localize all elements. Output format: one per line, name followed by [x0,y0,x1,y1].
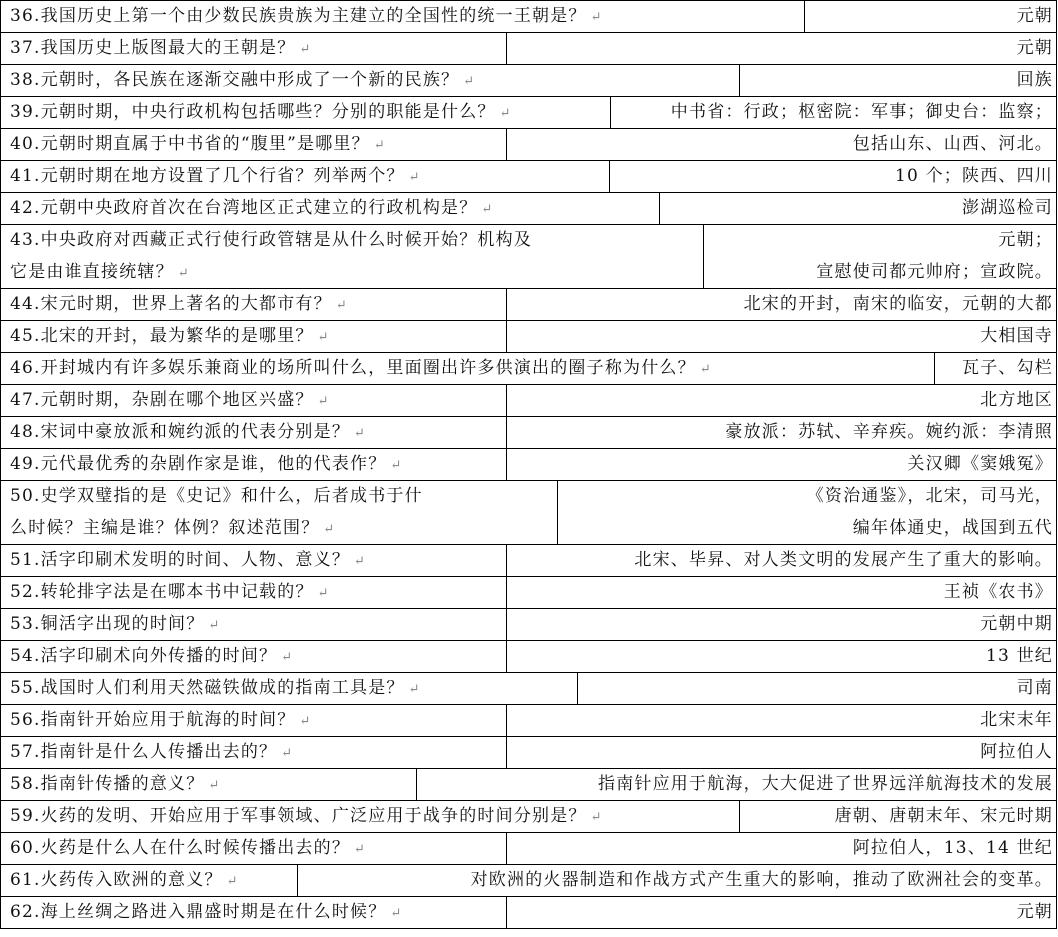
answer-cell [506,321,1056,352]
answer-text: 豪放派：苏轼、辛弃疾。婉约派：李清照 [725,422,1053,442]
answer-cell [506,385,1056,416]
return-mark-icon: ↵ [390,458,402,473]
question-line [10,673,577,704]
answer-cell [934,353,1056,384]
question-line [10,353,934,384]
question-line [10,609,506,640]
answer-cell [506,641,1056,672]
return-mark-icon: ↵ [281,746,293,761]
answer-text: 唐朝、唐朝末年、宋元时期 [834,806,1053,826]
question-text: 61.火药传入欧洲的意义？ [10,870,223,890]
question-text: 62.海上丝绸之路进入鼎盛时期是在什么时候？ [10,902,387,922]
question-cell [1,897,506,928]
return-mark-icon: ↵ [463,74,475,89]
question-text: 51.活字印刷术发明的时间、人物、意义？ [10,550,351,570]
answer-text: 大相国寺 [980,326,1053,346]
question-text: 37.我国历史上版图最大的王朝是？ [10,38,296,58]
answer-text: 元朝中期 [980,614,1053,634]
answer-text: 包括山东、山西、河北。 [852,134,1053,154]
return-mark-icon: ↵ [323,522,335,537]
table-row [0,640,1057,672]
question-line [10,97,610,128]
answer-text: 元朝 [1016,902,1053,922]
answer-text: 元朝 [1016,6,1053,26]
question-line [10,705,506,736]
table-row [0,288,1057,320]
question-text: 56.指南针开始应用于航海的时间？ [10,710,296,730]
return-mark-icon: ↵ [299,42,311,57]
table-row [0,448,1057,480]
question-line [10,193,659,224]
table-row [0,192,1057,224]
answer-text: 元朝； [998,230,1053,250]
answer-cell [506,705,1056,736]
question-line [10,417,506,448]
question-text: 47.元朝时期，杂剧在哪个地区兴盛？ [10,390,314,410]
answer-cell [416,769,1056,800]
return-mark-icon: ↵ [208,778,220,793]
question-cell [1,193,659,224]
question-text: 36.我国历史上第一个由少数民族贵族为主建立的全国性的统一王朝是？ [10,6,587,26]
question-text: 44.宋元时期，世界上著名的大都市有？ [10,294,332,314]
question-cell [1,1,804,32]
question-text: 38.元朝时，各民族在逐渐交融中形成了一个新的民族？ [10,70,460,90]
return-mark-icon: ↵ [590,810,602,825]
return-mark-icon: ↵ [177,266,189,281]
question-cell [1,801,739,832]
return-mark-icon: ↵ [317,330,329,345]
question-text: 它是由谁直接统辖？ [10,262,174,282]
question-line [10,641,506,672]
question-cell [1,161,609,192]
answer-cell [739,801,1056,832]
question-text: 41.元朝时期在地方设置了几个行省？列举两个？ [10,166,405,186]
question-cell [1,577,506,608]
return-mark-icon: ↵ [226,874,238,889]
answer-text: 《资治通鉴》，北宋，司马光， [806,486,1053,506]
question-text: 54.活字印刷术向外传播的时间？ [10,646,278,666]
question-text: 50.史学双璧指的是《史记》和什么，后者成书于什 [10,486,423,506]
question-cell [1,769,416,800]
answer-cell [506,737,1056,768]
table-row [0,896,1057,929]
question-line [10,865,297,896]
answer-text: 司南 [1016,678,1053,698]
question-cell [1,737,506,768]
answer-cell [506,33,1056,64]
question-cell [1,97,610,128]
return-mark-icon: ↵ [408,682,420,697]
question-line [10,129,506,160]
table-row [0,800,1057,832]
answer-cell [297,865,1056,896]
question-cell [1,321,506,352]
question-cell [1,385,506,416]
answer-text: 北宋末年 [980,710,1053,730]
table-row [0,384,1057,416]
return-mark-icon: ↵ [354,842,365,857]
answer-cell [506,833,1056,864]
answer-cell [659,193,1056,224]
question-cell [1,353,934,384]
question-cell [1,33,506,64]
question-line [10,33,506,64]
table-row [0,416,1057,448]
answer-text: 宣慰使司都元帅府；宣政院。 [816,262,1053,282]
question-text: 39.元朝时期，中央行政机构包括哪些？分别的职能是什么？ [10,102,496,122]
question-line [10,289,506,320]
answer-text: 指南针应用于航海，大大促进了世界远洋航海技术的发展 [598,774,1053,794]
question-cell [1,449,506,480]
return-mark-icon: ↵ [281,650,293,665]
return-mark-icon: ↵ [317,394,329,409]
answer-text: 阿拉伯人，13、14 世纪 [852,838,1053,858]
return-mark-icon: ↵ [373,138,385,153]
question-cell [1,65,739,96]
question-cell [1,833,506,864]
question-line [10,257,703,288]
return-mark-icon: ↵ [208,618,220,633]
question-text: 52.转轮排字法是在哪本书中记载的？ [10,582,314,602]
question-text: 46.开封城内有许多娱乐兼商业的场所叫什么，里面圈出许多供演出的圈子称为什么？ [10,358,696,378]
question-line [10,513,557,544]
question-text: 40.元朝时期直属于中书省的“腹里”是哪里？ [10,134,370,154]
table-row [0,160,1057,192]
question-text: 49.元代最优秀的杂剧作家是谁，他的代表作？ [10,454,387,474]
answer-text: 王祯《农书》 [943,582,1053,602]
answer-cell [506,129,1056,160]
table-row [0,352,1057,384]
question-cell [1,417,506,448]
answer-text: 北宋、毕昇、对人类文明的发展产生了重大的影响。 [634,550,1053,570]
answer-text: 北宋的开封，南宋的临安，元朝的大都 [743,294,1053,314]
return-mark-icon: ↵ [390,906,402,921]
question-text: 55.战国时人们利用天然磁铁做成的指南工具是？ [10,678,405,698]
answer-cell [506,289,1056,320]
answer-cell [610,97,1056,128]
answer-cell [609,161,1056,192]
question-line [10,65,739,96]
question-text: 59.火药的发明、开始应用于军事领域、广泛应用于战争的时间分别是？ [10,806,587,826]
question-text: 42.元朝中央政府首次在台湾地区正式建立的行政机构是？ [10,198,478,218]
question-line [10,161,609,192]
return-mark-icon: ↵ [590,10,602,25]
table-row [0,768,1057,800]
question-text: 60.火药是什么人在什么时候传播出去的？ [10,838,351,858]
table-row [0,0,1057,32]
return-mark-icon: ↵ [408,170,420,185]
answer-text: 瓦子、勾栏 [962,358,1053,378]
answer-text: 回族 [1016,70,1053,90]
question-text: 57.指南针是什么人传播出去的？ [10,742,278,762]
question-text: 48.宋词中豪放派和婉约派的代表分别是？ [10,422,351,442]
table-row [0,864,1057,896]
answer-cell [506,417,1056,448]
return-mark-icon: ↵ [299,714,311,729]
question-cell [1,289,506,320]
table-row [0,96,1057,128]
question-text: 43.中央政府对西藏正式行使行政管辖是从什么时候开始？机构及 [10,230,533,250]
answer-text: 10 个；陕西、四川 [894,166,1053,186]
question-cell [1,129,506,160]
table-row [0,576,1057,608]
question-cell [1,481,557,544]
question-line [10,1,804,32]
table-row [0,480,1057,544]
question-cell [1,673,577,704]
question-cell [1,545,506,576]
table-row [0,128,1057,160]
return-mark-icon: ↵ [335,298,347,313]
question-line [10,385,506,416]
table-row [0,224,1057,288]
table-row [0,64,1057,96]
question-line [10,321,506,352]
answer-text: 北方地区 [980,390,1053,410]
answer-text: 关汉卿《窦娥冤》 [907,454,1053,474]
return-mark-icon: ↵ [499,106,511,121]
answer-text: 澎湖巡检司 [962,198,1053,218]
question-line [10,449,506,480]
question-line [10,545,506,576]
table-row [0,736,1057,768]
answer-cell [577,673,1056,704]
table-row [0,704,1057,736]
question-line [10,897,506,928]
answer-cell [506,609,1056,640]
answer-cell [703,225,1056,288]
return-mark-icon: ↵ [354,554,365,569]
answer-text: 阿拉伯人 [980,742,1053,762]
question-cell [1,705,506,736]
table-row [0,672,1057,704]
question-text: 53.铜活字出现的时间？ [10,614,205,634]
question-line [10,577,506,608]
answer-cell [506,577,1056,608]
answer-text: 中书省：行政；枢密院：军事；御史台：监察； [670,102,1053,122]
question-cell [1,865,297,896]
answer-cell [506,897,1056,928]
question-cell [1,225,703,288]
return-mark-icon: ↵ [481,202,493,217]
return-mark-icon: ↵ [699,362,711,377]
table-row [0,320,1057,352]
question-text: 么时候？主编是谁？体例？叙述范围？ [10,518,320,538]
answer-cell [506,449,1056,480]
answer-cell [557,481,1056,544]
answer-text: 元朝 [1016,38,1053,58]
table-row [0,832,1057,864]
answer-cell [804,1,1056,32]
answer-cell [506,545,1056,576]
table-row [0,32,1057,64]
return-mark-icon: ↵ [317,586,329,601]
question-line [10,737,506,768]
question-text: 45.北宋的开封，最为繁华的是哪里？ [10,326,314,346]
answer-text: 对欧洲的火器制造和作战方式产生重大的影响，推动了欧洲社会的变革。 [470,870,1053,890]
question-line [10,801,739,832]
question-line [10,769,416,800]
question-cell [1,609,506,640]
question-text: 58.指南针传播的意义？ [10,774,205,794]
answer-cell [739,65,1056,96]
return-mark-icon: ↵ [354,426,365,441]
answer-text: 编年体通史，战国到五代 [852,518,1053,538]
question-cell [1,641,506,672]
table-row [0,544,1057,576]
table-row [0,608,1057,640]
question-line [10,833,506,864]
answer-text: 13 世纪 [985,646,1053,666]
